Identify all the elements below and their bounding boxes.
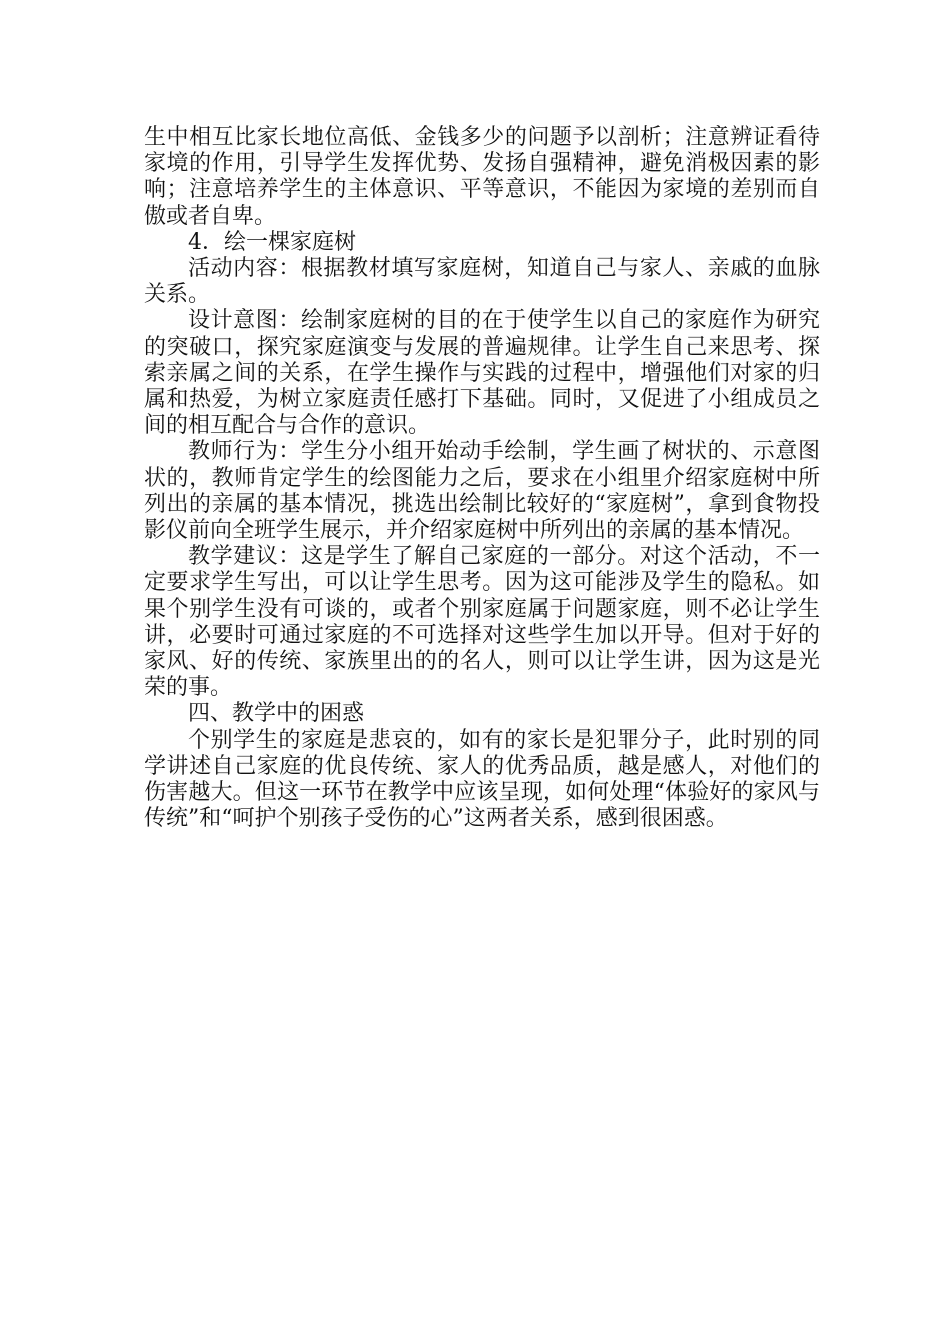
document-body [144, 125, 820, 832]
paragraph-activity-content: 活动内容：根据教材填写家庭树，知道自己与家人、亲戚的血脉关系。 [144, 256, 820, 308]
paragraph-teacher-behavior: 教师行为：学生分小组开始动手绘制，学生画了树状的、示意图状的，教师肯定学生的绘图能力之后，要求在小组里介绍家庭树中所列出的亲属的基本情况，挑选出绘制比较好的“家庭树”，拿到食物投影仪前向全班学生展示，并介绍家庭树中所列出的亲属的基本情况。 [144, 439, 820, 544]
paragraph-confusion: 个别学生的家庭是悲哀的，如有的家长是犯罪分子，此时别的同学讲述自己家庭的优良传统、家人的优秀品质，越是感人，对他们的伤害越大。但这一环节在教学中应该呈现，如何处理“体验好的家风与传统”和“呵护个别孩子受伤的心”这两者关系，感到很困惑。 [144, 727, 820, 832]
section-heading-family-tree: 4．绘一棵家庭树 [188, 229, 356, 255]
section-heading-teaching-confusion: 四、教学中的困惑 [188, 701, 365, 727]
paragraph-design-intent: 设计意图：绘制家庭树的目的在于使学生以自己的家庭作为研究的突破口，探究家庭演变与发展的普遍规律。让学生自己来思考、探索亲属之间的关系，在学生操作与实践的过程中，增强他们对家的归属和热爱，为树立家庭责任感打下基础。同时，又促进了小组成员之间的相互配合与合作的意识。 [144, 308, 820, 439]
paragraph-continuation: 生中相互比家长地位高低、金钱多少的问题予以剖析；注意辨证看待家境的作用，引导学生发挥优势、发扬自强精神，避免消极因素的影响；注意培养学生的主体意识、平等意识，不能因为家境的差别而自傲或者自卑。 [144, 125, 820, 229]
paragraph-teaching-suggestion: 教学建议：这是学生了解自己家庭的一部分。对这个活动，不一定要求学生写出，可以让学生思考。因为这可能涉及学生的隐私。如果个别学生没有可谈的，或者个别家庭属于问题家庭，则不必让学生讲，必要时可通过家庭的不可选择对这些学生加以开导。但对于好的家风、好的传统、家族里出的的名人，则可以让学生讲，因为这是光荣的事。 [144, 544, 820, 701]
